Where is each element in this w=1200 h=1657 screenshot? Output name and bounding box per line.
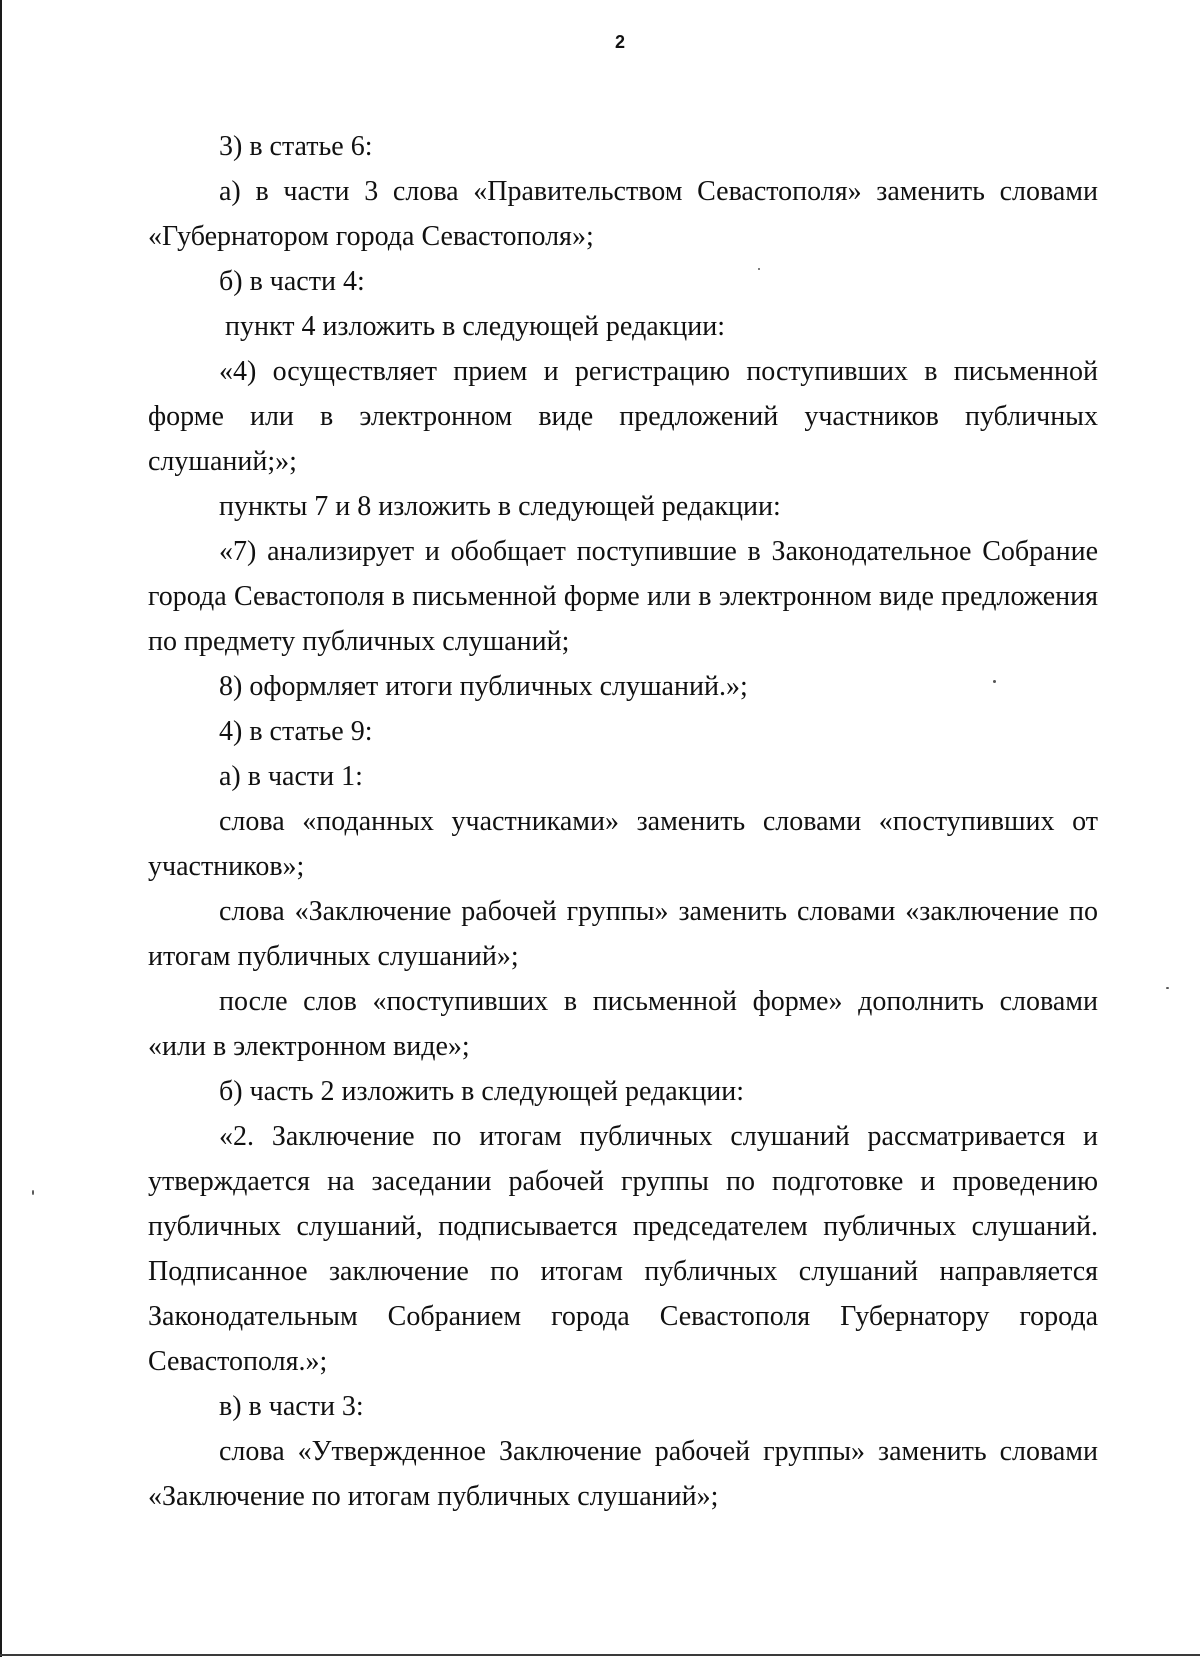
paragraph: а) в части 3 слова «Правительством Севастополя» заменить словами «Губернатором города Севастополя»;	[148, 176, 1098, 252]
paragraph: б) в части 4:	[219, 266, 365, 297]
paragraph: после слов «поступивших в письменной форме» дополнить словами «или в электронном виде»;	[148, 986, 1098, 1062]
paragraph: слова «поданных участниками» заменить словами «поступивших от участников»;	[148, 806, 1098, 882]
paragraph: пункты 7 и 8 изложить в следующей редакции:	[219, 491, 781, 522]
paragraph: 8) оформляет итоги публичных слушаний.»;	[219, 671, 748, 702]
paragraph: слова «Заключение рабочей группы» заменить словами «заключение по итогам публичных слушаний»;	[148, 896, 1098, 972]
paragraph: слова «Утвержденное Заключение рабочей группы» заменить словами «Заключение по итогам публичных слушаний»;	[148, 1436, 1098, 1512]
paragraph: б) часть 2 изложить в следующей редакции:	[219, 1076, 745, 1107]
paragraph: 4) в статье 9:	[219, 716, 373, 747]
paragraph: пункт 4 изложить в следующей редакции:	[225, 311, 725, 342]
page-number: 2	[614, 32, 625, 52]
paragraph: «2. Заключение по итогам публичных слушаний рассматривается и утверждается на заседании рабочей группы по подготовке и проведению публичных слушаний, подписывается председателем публичных слушаний. Подписанное заключение по итогам публичных слушаний направляется Законодательным Собранием города Севастополя Губернатору города Севастополя.»;	[148, 1121, 1098, 1377]
paragraph: «4) осуществляет прием и регистрацию поступивших в письменной форме или в электронном виде предложений участников публичных слушаний;»;	[148, 356, 1098, 477]
scan-speck	[32, 1190, 34, 1195]
document-text	[148, 124, 1098, 1519]
paragraph: в) в части 3:	[219, 1391, 364, 1422]
paragraph: а) в части 1:	[219, 761, 363, 792]
scan-edge-bottom	[0, 1654, 1200, 1656]
paragraph: «7) анализирует и обобщает поступившие в Законодательное Собрание города Севастополя в письменной форме или в электронном виде предложения по предмету публичных слушаний;	[148, 536, 1098, 657]
scan-edge-left	[0, 0, 2, 1657]
paragraph: 3) в статье 6:	[219, 131, 373, 162]
scan-speck	[1166, 987, 1169, 989]
